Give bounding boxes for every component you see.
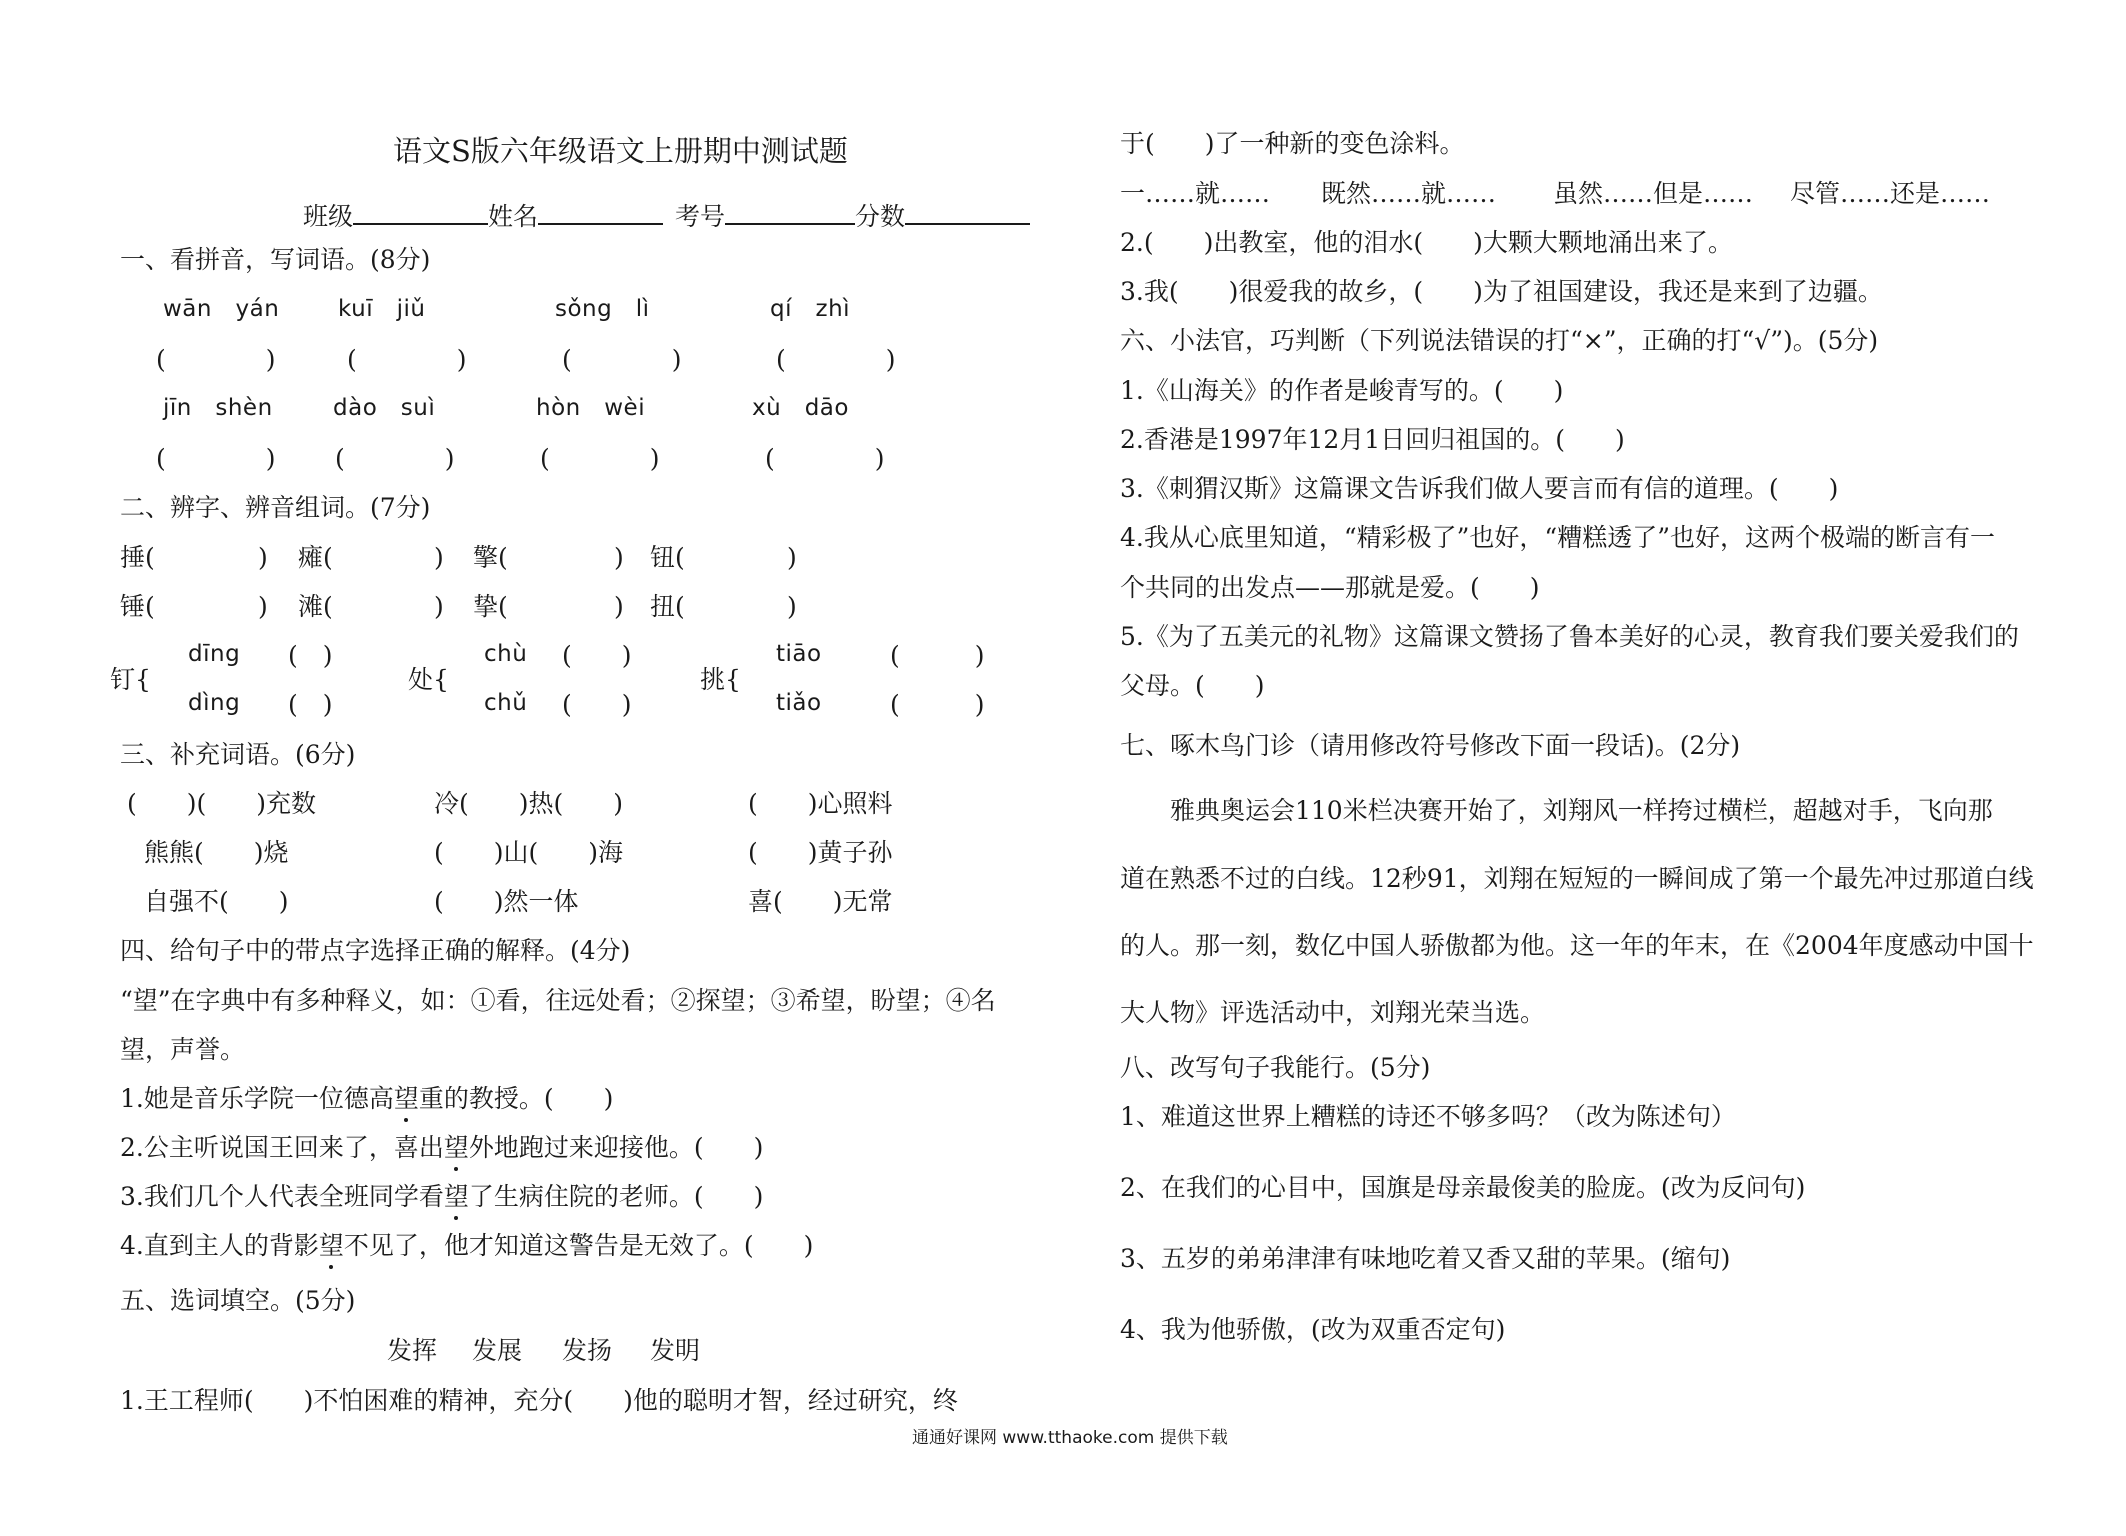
class-field[interactable] xyxy=(353,197,488,225)
polyphone-char: 挑{ xyxy=(700,665,741,694)
char-item: 钮( xyxy=(650,543,685,572)
idiom-item[interactable]: 熊熊( )烧 xyxy=(144,838,289,867)
char-item: 瘫( xyxy=(298,543,333,572)
answer-blank[interactable]: ) xyxy=(434,592,444,621)
answer-blank[interactable]: ) xyxy=(258,592,268,621)
answer-blank[interactable]: ( ) xyxy=(765,444,885,473)
paragraph-line: 道在熟悉不过的白线。12秒91，刘翔在短短的一瞬间成了第一个最先冲过那道白线 xyxy=(1120,864,2034,893)
q-text: 1.她是音乐学院一位德高 xyxy=(120,1084,394,1113)
polyphone-char: 处{ xyxy=(408,665,449,694)
question-6-5: 5.《为了五美元的礼物》这篇课文赞扬了鲁本美好的心灵，教育我们要关爱我们的 xyxy=(1120,622,2019,651)
word-option: 发扬 xyxy=(562,1336,613,1365)
idiom-item[interactable]: 自强不( ) xyxy=(144,887,289,916)
q-text: 4.直到主人的背影 xyxy=(120,1231,319,1260)
section-4-intro: “望”在字典中有多种释义，如：①看，往远处看；②探望；③希望，盼望；④名 xyxy=(120,986,996,1015)
paragraph-line: 雅典奥运会110米栏决赛开始了，刘翔风一样挎过横栏，超越对手，飞向那 xyxy=(1170,796,1993,825)
pinyin-8: xù dāo xyxy=(752,395,849,421)
answer-blank[interactable]: ) xyxy=(787,592,797,621)
answer-blank[interactable]: ( ) xyxy=(890,690,985,719)
idiom-item[interactable]: 冷( )热( ) xyxy=(434,789,624,818)
question-5-3: 3.我( )很爱我的故乡，( )为了祖国建设，我还是来到了边疆。 xyxy=(1120,277,1883,306)
answer-blank[interactable]: ( ) xyxy=(156,444,276,473)
number-label: 考号 xyxy=(675,202,726,231)
question-8-3: 3、五岁的弟弟津津有味地吃着又香又甜的苹果。(缩句) xyxy=(1120,1244,1731,1273)
polyphone-char: 钉{ xyxy=(110,665,151,694)
section-3-heading: 三、补充词语。(6分) xyxy=(120,740,356,769)
word-option: 发展 xyxy=(472,1336,523,1365)
question-8-2: 2、在我们的心目中，国旗是母亲最俊美的脸庞。(改为反问句) xyxy=(1120,1173,1806,1202)
polyphone-pinyin: tiǎo xyxy=(776,690,822,716)
conj-option: 一……就…… xyxy=(1120,179,1271,208)
question-8-4: 4、我为他骄傲，(改为双重否定句) xyxy=(1120,1315,1506,1344)
conj-option: 尽管……还是…… xyxy=(1790,179,1991,208)
question-4-1 xyxy=(120,1086,613,1111)
name-field[interactable] xyxy=(538,197,663,225)
char-item: 挚( xyxy=(473,592,508,621)
question-5-2: 2.( )出教室，他的泪水( )大颗大颗地涌出来了。 xyxy=(1120,228,1733,257)
pinyin-5: jīn shèn xyxy=(163,395,273,421)
idiom-item[interactable]: ( )黄子孙 xyxy=(748,838,893,867)
idiom-item[interactable]: ( )( )充数 xyxy=(127,789,317,818)
answer-blank[interactable]: ( ) xyxy=(156,345,276,374)
section-5-heading: 五、选词填空。(5分) xyxy=(120,1286,356,1315)
q-text: 不见了，他才知道这警告是无效了。( ) xyxy=(343,1231,814,1260)
pinyin-7: hòn wèi xyxy=(536,395,646,421)
footer-credit: 通通好课网 www.tthaoke.com 提供下载 xyxy=(912,1428,1228,1448)
page-title: 语文S版六年级语文上册期中测试题 xyxy=(393,134,848,168)
class-label: 班级 xyxy=(303,202,354,231)
answer-blank[interactable]: ( ) xyxy=(562,345,682,374)
answer-blank[interactable]: ( ) xyxy=(288,690,333,719)
score-label: 分数 xyxy=(855,202,906,231)
polyphone-pinyin: dīng xyxy=(188,641,241,667)
q-text: 外地跑过来迎接他。( ) xyxy=(468,1133,764,1162)
dotted-char: 望 xyxy=(443,1133,469,1162)
answer-blank[interactable]: ( ) xyxy=(562,641,632,670)
question-4-3 xyxy=(120,1184,763,1209)
question-6-5-cont: 父母。( ) xyxy=(1120,671,1265,700)
question-8-1: 1、难道这世界上糟糕的诗还不够多吗？（改为陈述句） xyxy=(1120,1102,1736,1131)
name-label: 姓名 xyxy=(488,202,539,231)
pinyin-3: sǒng lì xyxy=(555,296,650,322)
score-field[interactable] xyxy=(905,197,1030,225)
conj-option: 既然……就…… xyxy=(1321,179,1497,208)
q-text: 重的教授。( ) xyxy=(418,1084,614,1113)
section-1-heading: 一、看拼音，写词语。(8分) xyxy=(120,245,431,274)
pinyin-2: kuī jiǔ xyxy=(338,296,426,322)
answer-blank[interactable]: ) xyxy=(434,543,444,572)
char-item: 捶( xyxy=(120,543,155,572)
idiom-item[interactable]: 喜( )无常 xyxy=(748,887,893,916)
question-6-3: 3.《刺猬汉斯》这篇课文告诉我们做人要言而有信的道理。( ) xyxy=(1120,474,1839,503)
paragraph-line: 的人。那一刻，数亿中国人骄傲都为他。这一年的年末，在《2004年度感动中国十 xyxy=(1120,931,2034,960)
char-item: 锤( xyxy=(120,592,155,621)
word-option: 发明 xyxy=(650,1336,701,1365)
dotted-char: 望 xyxy=(443,1182,469,1211)
pinyin-4: qí zhì xyxy=(770,296,851,322)
answer-blank[interactable]: ( ) xyxy=(540,444,660,473)
answer-blank[interactable]: ) xyxy=(614,543,624,572)
answer-blank[interactable]: ( ) xyxy=(890,641,985,670)
polyphone-pinyin: tiāo xyxy=(776,641,822,667)
q-text: 了生病住院的老师。( ) xyxy=(468,1182,764,1211)
question-5-1: 1.王工程师( )不怕困难的精神，充分( )他的聪明才智，经过研究，终 xyxy=(120,1386,958,1415)
conj-option: 虽然……但是…… xyxy=(1553,179,1754,208)
answer-blank[interactable]: ) xyxy=(787,543,797,572)
q-text: 3.我们几个人代表全班同学看 xyxy=(120,1182,444,1211)
number-field[interactable] xyxy=(725,197,855,225)
char-item: 扭( xyxy=(650,592,685,621)
answer-blank[interactable]: ( ) xyxy=(288,641,333,670)
answer-blank[interactable]: ) xyxy=(258,543,268,572)
idiom-item[interactable]: ( )然一体 xyxy=(434,887,579,916)
answer-blank[interactable]: ( ) xyxy=(776,345,896,374)
question-6-1: 1.《山海关》的作者是峻青写的。( ) xyxy=(1120,376,1564,405)
answer-blank[interactable]: ) xyxy=(614,592,624,621)
char-item: 擎( xyxy=(473,543,508,572)
dotted-char: 望 xyxy=(393,1084,419,1113)
question-4-4 xyxy=(120,1233,813,1258)
question-6-2: 2.香港是1997年12月1日回归祖国的。( ) xyxy=(1120,425,1625,454)
word-option: 发挥 xyxy=(387,1336,438,1365)
section-7-heading: 七、啄木鸟门诊（请用修改符号修改下面一段话)。(2分) xyxy=(1120,731,1741,760)
dotted-char: 望 xyxy=(318,1231,344,1260)
answer-blank[interactable]: ( ) xyxy=(347,345,467,374)
polyphone-pinyin: dìng xyxy=(188,690,241,716)
pinyin-1: wān yán xyxy=(163,296,280,322)
polyphone-pinyin: chǔ xyxy=(484,690,528,716)
question-4-2 xyxy=(120,1135,763,1160)
pinyin-6: dào suì xyxy=(333,395,436,421)
idiom-item[interactable]: ( )心照料 xyxy=(748,789,893,818)
section-8-heading: 八、改写句子我能行。(5分) xyxy=(1120,1053,1431,1082)
student-info-line xyxy=(303,197,1030,229)
question-6-4-cont: 个共同的出发点——那就是爱。( ) xyxy=(1120,573,1540,602)
section-6-heading: 六、小法官，巧判断（下列说法错误的打“×”，正确的打“√”)。(5分) xyxy=(1120,326,1879,355)
answer-blank[interactable]: ( ) xyxy=(562,690,632,719)
polyphone-pinyin: chù xyxy=(484,641,528,667)
section-4-intro-cont: 望，声誉。 xyxy=(120,1035,246,1064)
idiom-item[interactable]: ( )山( )海 xyxy=(434,838,624,867)
question-6-4: 4.我从心底里知道，“精彩极了”也好，“糟糕透了”也好，这两个极端的断言有一 xyxy=(1120,523,1995,552)
section-4-heading: 四、给句子中的带点字选择正确的解释。(4分) xyxy=(120,936,631,965)
section-2-heading: 二、辨字、辨音组词。(7分) xyxy=(120,493,431,522)
question-5-1-cont: 于( )了一种新的变色涂料。 xyxy=(1120,129,1465,158)
char-item: 滩( xyxy=(298,592,333,621)
paragraph-line: 大人物》评选活动中，刘翔光荣当选。 xyxy=(1120,998,1546,1027)
answer-blank[interactable]: ( ) xyxy=(335,444,455,473)
q-text: 2.公主听说国王回来了，喜出 xyxy=(120,1133,444,1162)
